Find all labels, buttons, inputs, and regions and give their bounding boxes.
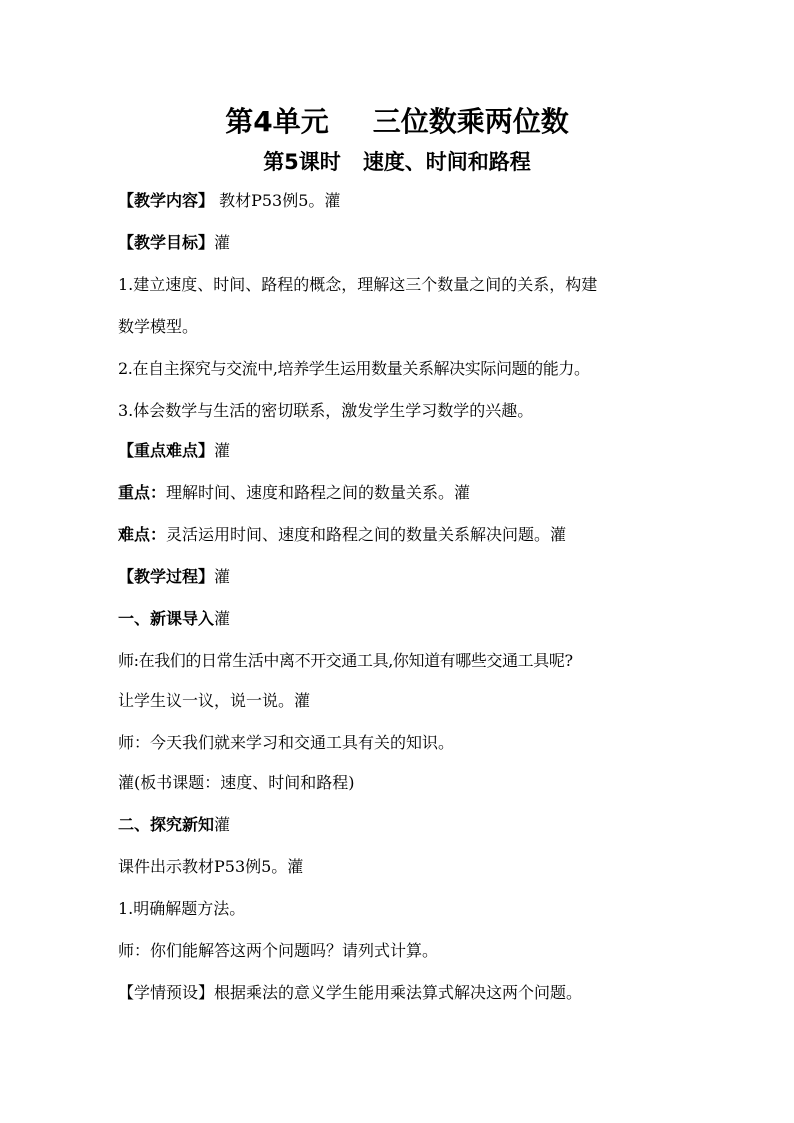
- lesson-title: [0, 146, 794, 176]
- teaching-goals-mark: 灌: [214, 233, 231, 252]
- paragraph-4: 灌(板书课题：速度、时间和路程): [118, 773, 355, 792]
- teaching-goals-label: 【教学目标】: [118, 233, 215, 252]
- teaching-content-line: [118, 190, 718, 212]
- difficulty-line: [118, 524, 718, 546]
- section-1-mark: 灌: [214, 609, 231, 628]
- teaching-content-label: 【教学内容】: [118, 191, 215, 210]
- preset-label: 【学情预设】: [118, 983, 215, 1002]
- teaching-goals-heading: [118, 232, 718, 254]
- focus-line: [118, 482, 718, 504]
- unit-topic: 三位数乘两位数: [372, 105, 569, 138]
- paragraph-5: 课件出示教材P53例5。灌: [118, 857, 304, 876]
- teaching-content-text: 教材P53例5。灌: [219, 191, 341, 210]
- paragraph-6: 1.明确解题方法。: [118, 899, 246, 918]
- preset-line: [118, 982, 718, 1004]
- paragraph-1: 师:在我们的日常生活中离不开交通工具,你知道有哪些交通工具呢?: [118, 651, 573, 670]
- paragraph-7: 师：你们能解答这两个问题吗？请列式计算。: [118, 941, 439, 960]
- goal-1-line-1: 1.建立速度、时间、路程的概念，理解这三个数量之间的关系，构建: [118, 275, 598, 294]
- key-points-heading: [118, 440, 718, 462]
- paragraph-3: 师：今天我们就来学习和交通工具有关的知识。: [118, 733, 455, 752]
- section-2-mark: 灌: [214, 815, 231, 834]
- unit-label: 第4单元: [225, 105, 329, 138]
- focus-text: 理解时间、速度和路程之间的数量关系。灌: [166, 483, 471, 502]
- key-points-label: 【重点难点】: [118, 441, 215, 460]
- difficulty-text: 灵活运用时间、速度和路程之间的数量关系解决问题。灌: [166, 525, 567, 544]
- lesson-topic: 速度、时间和路程: [362, 150, 531, 174]
- goal-1-line-2: 数学模型。: [118, 317, 199, 336]
- teaching-process-mark: 灌: [214, 567, 231, 586]
- teaching-process-label: 【教学过程】: [118, 567, 215, 586]
- section-2-title: 二、探究新知: [118, 815, 215, 834]
- lesson-label: 第5课时: [263, 150, 341, 174]
- paragraph-2: 让学生议一议，说一说。灌: [118, 691, 311, 710]
- focus-label: 重点：: [118, 483, 167, 502]
- teaching-process-heading: [118, 566, 718, 588]
- unit-title: [0, 100, 794, 140]
- goal-3: 3.体会数学与生活的密切联系，激发学生学习数学的兴趣。: [118, 401, 534, 420]
- section-2-heading: [118, 814, 718, 836]
- preset-text: 根据乘法的意义学生能用乘法算式解决这两个问题。: [214, 983, 583, 1002]
- goal-2: 2.在自主探究与交流中,培养学生运用数量关系解决实际问题的能力。: [118, 359, 590, 378]
- difficulty-label: 难点：: [118, 525, 167, 544]
- section-1-heading: [118, 608, 718, 630]
- key-points-mark: 灌: [214, 441, 231, 460]
- section-1-title: 一、新课导入: [118, 609, 215, 628]
